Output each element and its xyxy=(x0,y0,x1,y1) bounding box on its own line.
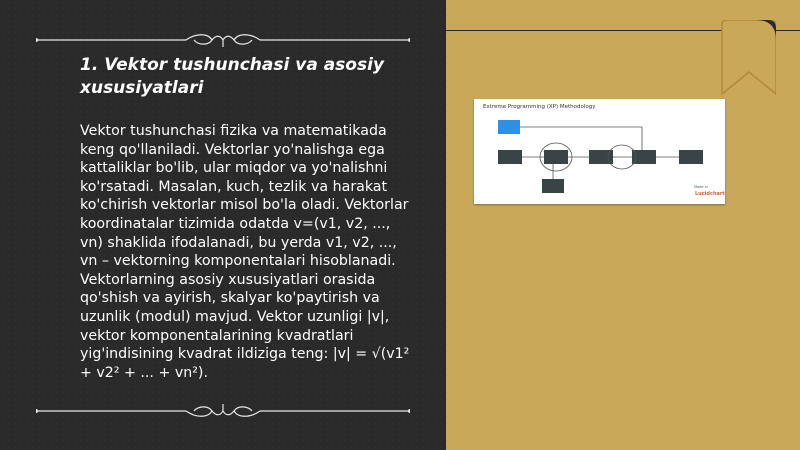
slide-body-text: Vektor tushunchasi fizika va matematikada keng qo'llaniladi. Vektorlar yo'nalishga ega kattaliklar bo'lib, ular miqdor va yo'nalishni ko'rsatadi. Masalan, kuch, tezlik va harakat ko'chirish vektorlar misol bo'la oladi. Vektorlar koordinatalar tizimida odatda v=(v1, v2, ..., vn) shaklida ifodalanadi, bu yerda v1, v2, ..., vn – vektorning komponentalari hisoblanadi. Vektorlarning asosiy xususiyatlari orasida qo'shish va ayirish, skalyar ko'paytirish va uzunlik (modul) mavjud. Vektor uzunligi |v|, vektor komponentalarining kvadratlari yig'indisining kvadrat ildiziga teng: |v| = √(v1² + v2² + ... + vn²). xyxy=(80,123,410,381)
flourish-divider-icon xyxy=(36,33,410,47)
diagram-drawing xyxy=(474,99,725,204)
diagram-title: Extreme Programming (XP) Methodology xyxy=(483,104,596,110)
slide-title: 1. Vektor tushunchasi va asosiy xususiyatlari xyxy=(80,55,385,98)
made-in-label: Made in xyxy=(694,185,708,189)
lucidchart-logo: Lucidchart xyxy=(695,191,725,197)
flourish-divider-icon xyxy=(36,404,410,418)
bookmark-ribbon-icon xyxy=(720,20,776,98)
xp-methodology-diagram xyxy=(474,99,725,204)
